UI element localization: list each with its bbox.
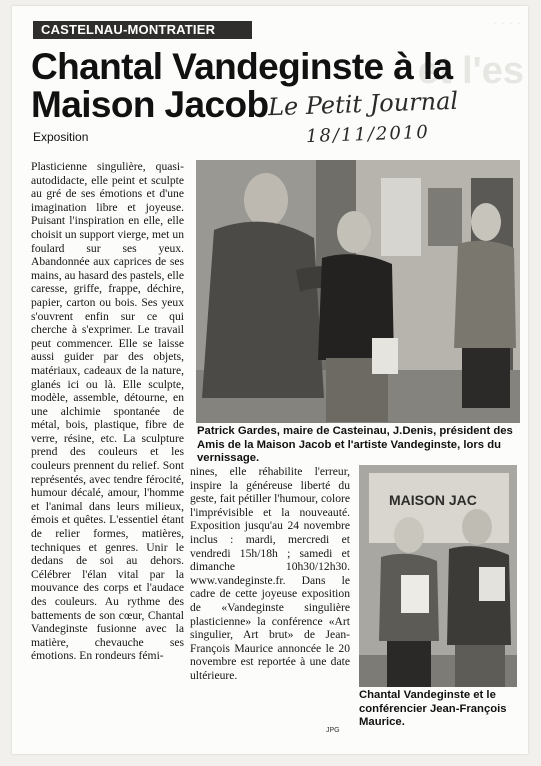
handwritten-date: 18/11/2010	[305, 121, 431, 148]
handwritten-annotation	[267, 86, 498, 152]
vernissage-caption: Patrick Gardes, maire de Casteinau, J.Denis, président des Amis de la Maison Jacob et l'artiste Vandeginste, lors du vernissage.	[197, 425, 513, 464]
headline-line-2: Maison Jacob	[31, 84, 269, 125]
vernissage-photo	[196, 160, 520, 423]
vernissage-photo-image	[196, 160, 520, 423]
artist-photo	[359, 465, 517, 687]
artist-photo-image	[359, 465, 517, 687]
article-column-1: Plasticienne singulière, quasi-autodidacte, elle peint et sculpte au gré de ses émotions et d'une imagination libre et joyeuse. Puisant l'inspiration en elle, elle choisit un support vierge, met un foulard sur ses yeux. Abandonnée aux caprices de ses mains, au hasard des pastels, elle caresse, griffe, frappe, déchire, papier, carton ou bois. Ses yeux s'ouvrent enfin sur ce qui cherche à s'exprimer. Le travail peut commencer. Elle se laisse aussi guider par des objets, matériaux, cadeaux de la nature, glanés ici ou là. Elle sculpte, modèle, assemble, détourne, en une alchimie spontanée de métal, bois, plastique, fibre de verre, résine, etc. La sculpture prend des couleurs et les couleurs prennent du relief. Sont représentés, avec tendre férocité, humour décalé, amour, l'homme et l'animal dans leurs milieux, émois et quêtes. L'essentiel étant de relier formes, matières, techniques et genres. Unir le dedans de soi au dehors. Célébrer l'élan vital par la mouvance des corps et l'audace des couleurs. Au rythme des battements de son cœur, Chantal Vandeginste fusionne avec la matière, chevauche ses émotions. En rondeurs fémi-	[31, 160, 184, 663]
article-column-2: nines, elle réhabilite l'erreur, inspire la généreuse liberté du geste, fait pétiller l'humour, colore l'imprévisible et la nouveauté. Exposition jusqu'au 24 novembre inclus : mardi, mercredi et vendredi 15h/18h ; samedi et dimanche 10h30/12h30. www.vandeginste.fr. Dans le cadre de cette joyeuse exposition de «Vandeginste singulière plasticienne» la conférence «Art singulier, Art brut» de Jean-François Maurice annoncée le 20 novembre est reportée à une date ultérieure.	[190, 465, 350, 682]
handwritten-source: Le Petit Journal	[267, 86, 459, 122]
photo-sign-text: MAISON JAC	[389, 492, 477, 508]
author-signature: JPG	[326, 727, 340, 734]
headline-line-1: Chantal Vandeginste à la	[31, 46, 453, 87]
artist-caption: Chantal Vandeginste et le conférencier Jean-François Maurice.	[359, 689, 507, 728]
section-label: CASTELNAU-MONTRATIER	[33, 21, 252, 39]
kicker: Exposition	[33, 130, 89, 144]
bleed-through-text: · · · · et l'es	[417, 18, 524, 92]
